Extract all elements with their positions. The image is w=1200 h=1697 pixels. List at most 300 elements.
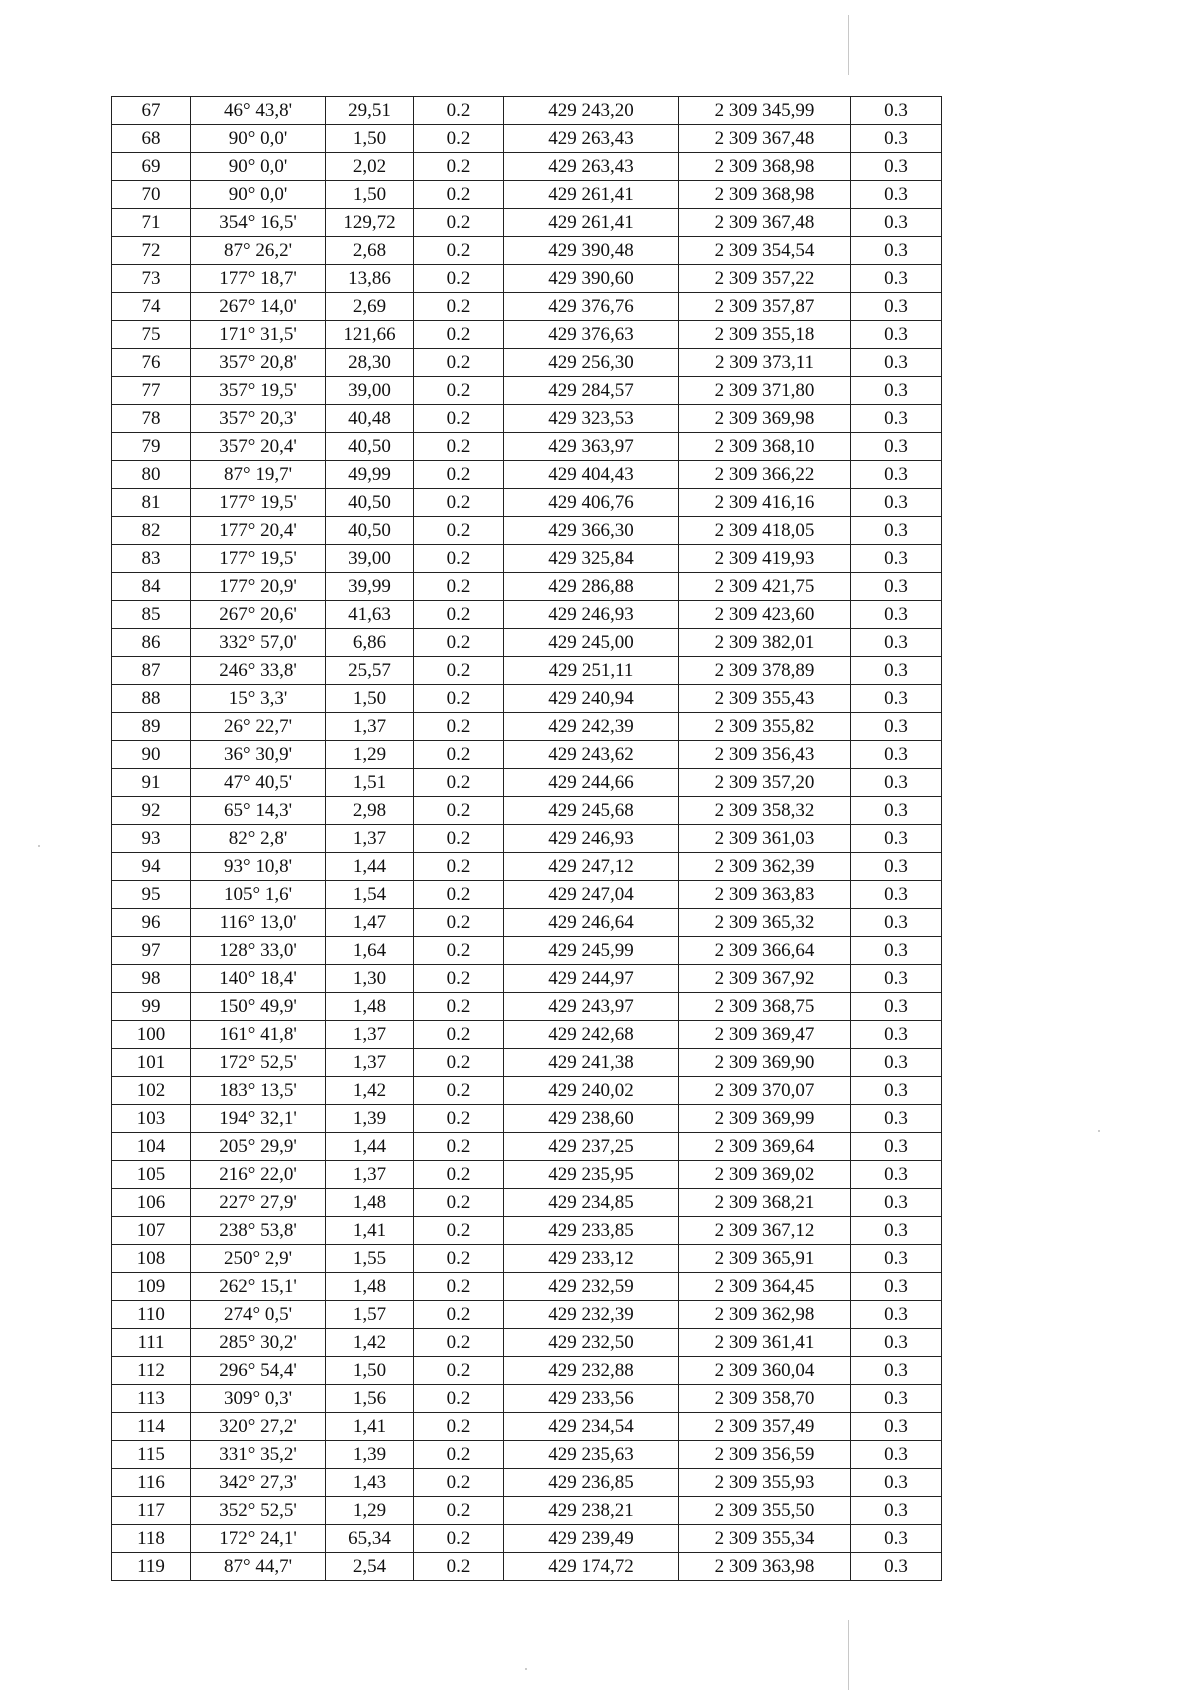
cell-length-accuracy: 0.2	[414, 237, 504, 265]
cell-point-number: 88	[112, 685, 191, 713]
coordinates-table-body	[112, 97, 942, 1581]
cell-segment-length: 41,63	[326, 601, 414, 629]
cell-direction-angle: 105° 1,6'	[191, 881, 326, 909]
cell-y-coordinate: 2 309 363,98	[679, 1553, 851, 1581]
cell-direction-angle: 177° 20,4'	[191, 517, 326, 545]
cell-x-coordinate: 429 234,54	[504, 1413, 679, 1441]
cell-segment-length: 13,86	[326, 265, 414, 293]
cell-segment-length: 1,29	[326, 741, 414, 769]
cell-direction-angle: 205° 29,9'	[191, 1133, 326, 1161]
cell-segment-length: 1,43	[326, 1469, 414, 1497]
cell-point-number: 77	[112, 377, 191, 405]
table-row	[112, 825, 942, 853]
cell-x-coordinate: 429 245,99	[504, 937, 679, 965]
table-row	[112, 461, 942, 489]
cell-position-accuracy: 0.3	[851, 1161, 942, 1189]
cell-length-accuracy: 0.2	[414, 909, 504, 937]
cell-y-coordinate: 2 309 368,75	[679, 993, 851, 1021]
cell-length-accuracy: 0.2	[414, 1077, 504, 1105]
cell-y-coordinate: 2 309 365,32	[679, 909, 851, 937]
table-row	[112, 97, 942, 125]
cell-x-coordinate: 429 261,41	[504, 209, 679, 237]
cell-point-number: 115	[112, 1441, 191, 1469]
table-row	[112, 1189, 942, 1217]
cell-position-accuracy: 0.3	[851, 293, 942, 321]
cell-point-number: 112	[112, 1357, 191, 1385]
table-row	[112, 1217, 942, 1245]
cell-direction-angle: 274° 0,5'	[191, 1301, 326, 1329]
table-row	[112, 545, 942, 573]
cell-position-accuracy: 0.3	[851, 125, 942, 153]
cell-x-coordinate: 429 238,60	[504, 1105, 679, 1133]
table-row	[112, 405, 942, 433]
cell-segment-length: 29,51	[326, 97, 414, 125]
cell-segment-length: 1,48	[326, 1273, 414, 1301]
cell-y-coordinate: 2 309 355,82	[679, 713, 851, 741]
cell-length-accuracy: 0.2	[414, 993, 504, 1021]
cell-point-number: 116	[112, 1469, 191, 1497]
table-row	[112, 769, 942, 797]
cell-point-number: 76	[112, 349, 191, 377]
cell-position-accuracy: 0.3	[851, 1105, 942, 1133]
cell-position-accuracy: 0.3	[851, 209, 942, 237]
cell-segment-length: 1,37	[326, 1021, 414, 1049]
scan-speck	[1098, 1130, 1100, 1132]
cell-x-coordinate: 429 174,72	[504, 1553, 679, 1581]
cell-point-number: 87	[112, 657, 191, 685]
cell-direction-angle: 82° 2,8'	[191, 825, 326, 853]
cell-length-accuracy: 0.2	[414, 209, 504, 237]
cell-segment-length: 129,72	[326, 209, 414, 237]
cell-y-coordinate: 2 309 367,92	[679, 965, 851, 993]
cell-segment-length: 1,48	[326, 1189, 414, 1217]
cell-direction-angle: 90° 0,0'	[191, 125, 326, 153]
cell-segment-length: 28,30	[326, 349, 414, 377]
cell-segment-length: 40,48	[326, 405, 414, 433]
cell-position-accuracy: 0.3	[851, 1469, 942, 1497]
cell-direction-angle: 354° 16,5'	[191, 209, 326, 237]
cell-x-coordinate: 429 242,68	[504, 1021, 679, 1049]
cell-point-number: 90	[112, 741, 191, 769]
cell-position-accuracy: 0.3	[851, 937, 942, 965]
cell-length-accuracy: 0.2	[414, 321, 504, 349]
cell-segment-length: 1,56	[326, 1385, 414, 1413]
cell-x-coordinate: 429 232,88	[504, 1357, 679, 1385]
cell-segment-length: 1,51	[326, 769, 414, 797]
cell-position-accuracy: 0.3	[851, 1329, 942, 1357]
cell-position-accuracy: 0.3	[851, 489, 942, 517]
cell-y-coordinate: 2 309 364,45	[679, 1273, 851, 1301]
cell-x-coordinate: 429 247,12	[504, 853, 679, 881]
cell-y-coordinate: 2 309 355,93	[679, 1469, 851, 1497]
table-row	[112, 1525, 942, 1553]
cell-length-accuracy: 0.2	[414, 1497, 504, 1525]
cell-direction-angle: 87° 26,2'	[191, 237, 326, 265]
table-row	[112, 1329, 942, 1357]
cell-y-coordinate: 2 309 369,98	[679, 405, 851, 433]
table-row	[112, 349, 942, 377]
cell-x-coordinate: 429 363,97	[504, 433, 679, 461]
cell-direction-angle: 87° 44,7'	[191, 1553, 326, 1581]
cell-segment-length: 25,57	[326, 657, 414, 685]
cell-length-accuracy: 0.2	[414, 1441, 504, 1469]
table-row	[112, 1441, 942, 1469]
cell-segment-length: 1,39	[326, 1105, 414, 1133]
cell-length-accuracy: 0.2	[414, 545, 504, 573]
cell-segment-length: 2,54	[326, 1553, 414, 1581]
cell-point-number: 89	[112, 713, 191, 741]
cell-segment-length: 1,64	[326, 937, 414, 965]
cell-x-coordinate: 429 406,76	[504, 489, 679, 517]
cell-length-accuracy: 0.2	[414, 797, 504, 825]
cell-length-accuracy: 0.2	[414, 97, 504, 125]
cell-y-coordinate: 2 309 360,04	[679, 1357, 851, 1385]
cell-position-accuracy: 0.3	[851, 237, 942, 265]
cell-position-accuracy: 0.3	[851, 1441, 942, 1469]
cell-segment-length: 1,42	[326, 1329, 414, 1357]
cell-position-accuracy: 0.3	[851, 629, 942, 657]
table-row	[112, 265, 942, 293]
cell-y-coordinate: 2 309 363,83	[679, 881, 851, 909]
cell-length-accuracy: 0.2	[414, 1049, 504, 1077]
cell-point-number: 85	[112, 601, 191, 629]
table-row	[112, 433, 942, 461]
cell-direction-angle: 227° 27,9'	[191, 1189, 326, 1217]
cell-y-coordinate: 2 309 418,05	[679, 517, 851, 545]
cell-length-accuracy: 0.2	[414, 1273, 504, 1301]
cell-position-accuracy: 0.3	[851, 853, 942, 881]
cell-x-coordinate: 429 240,94	[504, 685, 679, 713]
cell-point-number: 119	[112, 1553, 191, 1581]
cell-position-accuracy: 0.3	[851, 1553, 942, 1581]
cell-x-coordinate: 429 233,56	[504, 1385, 679, 1413]
table-row	[112, 517, 942, 545]
cell-position-accuracy: 0.3	[851, 321, 942, 349]
cell-y-coordinate: 2 309 362,39	[679, 853, 851, 881]
cell-direction-angle: 332° 57,0'	[191, 629, 326, 657]
cell-y-coordinate: 2 309 365,91	[679, 1245, 851, 1273]
table-row	[112, 1301, 942, 1329]
cell-y-coordinate: 2 309 369,64	[679, 1133, 851, 1161]
cell-point-number: 83	[112, 545, 191, 573]
cell-segment-length: 1,44	[326, 1133, 414, 1161]
cell-length-accuracy: 0.2	[414, 769, 504, 797]
cell-position-accuracy: 0.3	[851, 1049, 942, 1077]
cell-direction-angle: 140° 18,4'	[191, 965, 326, 993]
cell-segment-length: 1,57	[326, 1301, 414, 1329]
cell-point-number: 91	[112, 769, 191, 797]
cell-x-coordinate: 429 235,63	[504, 1441, 679, 1469]
cell-direction-angle: 150° 49,9'	[191, 993, 326, 1021]
cell-y-coordinate: 2 309 355,34	[679, 1525, 851, 1553]
cell-y-coordinate: 2 309 368,21	[679, 1189, 851, 1217]
cell-y-coordinate: 2 309 421,75	[679, 573, 851, 601]
cell-position-accuracy: 0.3	[851, 657, 942, 685]
cell-length-accuracy: 0.2	[414, 1357, 504, 1385]
cell-length-accuracy: 0.2	[414, 517, 504, 545]
cell-point-number: 97	[112, 937, 191, 965]
cell-position-accuracy: 0.3	[851, 741, 942, 769]
table-row	[112, 1469, 942, 1497]
cell-x-coordinate: 429 376,76	[504, 293, 679, 321]
cell-segment-length: 1,50	[326, 685, 414, 713]
cell-x-coordinate: 429 238,21	[504, 1497, 679, 1525]
cell-y-coordinate: 2 309 368,98	[679, 153, 851, 181]
cell-segment-length: 1,50	[326, 181, 414, 209]
table-row	[112, 1161, 942, 1189]
table-row	[112, 881, 942, 909]
cell-segment-length: 1,30	[326, 965, 414, 993]
scan-speck	[525, 1668, 527, 1670]
cell-position-accuracy: 0.3	[851, 769, 942, 797]
cell-segment-length: 1,47	[326, 909, 414, 937]
cell-segment-length: 1,41	[326, 1217, 414, 1245]
table-row	[112, 1497, 942, 1525]
cell-y-coordinate: 2 309 369,47	[679, 1021, 851, 1049]
table-row	[112, 1553, 942, 1581]
cell-point-number: 104	[112, 1133, 191, 1161]
table-row	[112, 713, 942, 741]
cell-direction-angle: 320° 27,2'	[191, 1413, 326, 1441]
cell-y-coordinate: 2 309 367,12	[679, 1217, 851, 1245]
table-row	[112, 1357, 942, 1385]
cell-point-number: 103	[112, 1105, 191, 1133]
cell-x-coordinate: 429 390,48	[504, 237, 679, 265]
cell-length-accuracy: 0.2	[414, 1189, 504, 1217]
cell-position-accuracy: 0.3	[851, 713, 942, 741]
cell-point-number: 109	[112, 1273, 191, 1301]
scan-speck	[38, 845, 40, 847]
cell-length-accuracy: 0.2	[414, 601, 504, 629]
cell-x-coordinate: 429 237,25	[504, 1133, 679, 1161]
cell-point-number: 101	[112, 1049, 191, 1077]
table-row	[112, 489, 942, 517]
cell-length-accuracy: 0.2	[414, 1245, 504, 1273]
table-row	[112, 1385, 942, 1413]
cell-y-coordinate: 2 309 367,48	[679, 209, 851, 237]
cell-point-number: 117	[112, 1497, 191, 1525]
cell-y-coordinate: 2 309 356,59	[679, 1441, 851, 1469]
cell-length-accuracy: 0.2	[414, 657, 504, 685]
cell-x-coordinate: 429 256,30	[504, 349, 679, 377]
cell-segment-length: 39,00	[326, 377, 414, 405]
cell-direction-angle: 309° 0,3'	[191, 1385, 326, 1413]
cell-x-coordinate: 429 251,11	[504, 657, 679, 685]
cell-point-number: 107	[112, 1217, 191, 1245]
table-row	[112, 209, 942, 237]
cell-direction-angle: 194° 32,1'	[191, 1105, 326, 1133]
cell-position-accuracy: 0.3	[851, 797, 942, 825]
cell-y-coordinate: 2 309 370,07	[679, 1077, 851, 1105]
table-row	[112, 909, 942, 937]
cell-segment-length: 1,37	[326, 1049, 414, 1077]
cell-y-coordinate: 2 309 366,22	[679, 461, 851, 489]
cell-position-accuracy: 0.3	[851, 1245, 942, 1273]
cell-point-number: 69	[112, 153, 191, 181]
cell-point-number: 106	[112, 1189, 191, 1217]
cell-x-coordinate: 429 233,12	[504, 1245, 679, 1273]
cell-segment-length: 121,66	[326, 321, 414, 349]
cell-direction-angle: 93° 10,8'	[191, 853, 326, 881]
cell-point-number: 68	[112, 125, 191, 153]
cell-segment-length: 1,39	[326, 1441, 414, 1469]
cell-direction-angle: 177° 18,7'	[191, 265, 326, 293]
cell-direction-angle: 267° 20,6'	[191, 601, 326, 629]
cell-x-coordinate: 429 244,66	[504, 769, 679, 797]
table-row	[112, 657, 942, 685]
cell-x-coordinate: 429 236,85	[504, 1469, 679, 1497]
cell-x-coordinate: 429 325,84	[504, 545, 679, 573]
table-row	[112, 125, 942, 153]
cell-segment-length: 1,42	[326, 1077, 414, 1105]
cell-direction-angle: 357° 19,5'	[191, 377, 326, 405]
table-row	[112, 237, 942, 265]
cell-length-accuracy: 0.2	[414, 1133, 504, 1161]
cell-point-number: 92	[112, 797, 191, 825]
table-row	[112, 853, 942, 881]
table-row	[112, 1273, 942, 1301]
cell-y-coordinate: 2 309 355,50	[679, 1497, 851, 1525]
cell-length-accuracy: 0.2	[414, 1021, 504, 1049]
cell-direction-angle: 285° 30,2'	[191, 1329, 326, 1357]
cell-length-accuracy: 0.2	[414, 1301, 504, 1329]
table-row	[112, 685, 942, 713]
cell-length-accuracy: 0.2	[414, 1525, 504, 1553]
cell-point-number: 82	[112, 517, 191, 545]
cell-length-accuracy: 0.2	[414, 1413, 504, 1441]
cell-position-accuracy: 0.3	[851, 909, 942, 937]
cell-direction-angle: 36° 30,9'	[191, 741, 326, 769]
cell-x-coordinate: 429 366,30	[504, 517, 679, 545]
cell-position-accuracy: 0.3	[851, 573, 942, 601]
cell-y-coordinate: 2 309 382,01	[679, 629, 851, 657]
cell-direction-angle: 116° 13,0'	[191, 909, 326, 937]
cell-direction-angle: 177° 19,5'	[191, 545, 326, 573]
table-row	[112, 1413, 942, 1441]
cell-y-coordinate: 2 309 357,20	[679, 769, 851, 797]
cell-position-accuracy: 0.3	[851, 377, 942, 405]
cell-x-coordinate: 429 246,64	[504, 909, 679, 937]
cell-length-accuracy: 0.2	[414, 489, 504, 517]
cell-x-coordinate: 429 235,95	[504, 1161, 679, 1189]
cell-length-accuracy: 0.2	[414, 1217, 504, 1245]
cell-x-coordinate: 429 244,97	[504, 965, 679, 993]
cell-x-coordinate: 429 232,39	[504, 1301, 679, 1329]
cell-x-coordinate: 429 243,20	[504, 97, 679, 125]
cell-position-accuracy: 0.3	[851, 1189, 942, 1217]
table-row	[112, 377, 942, 405]
table-row	[112, 153, 942, 181]
cell-point-number: 118	[112, 1525, 191, 1553]
cell-x-coordinate: 429 376,63	[504, 321, 679, 349]
cell-point-number: 81	[112, 489, 191, 517]
cell-y-coordinate: 2 309 357,87	[679, 293, 851, 321]
cell-direction-angle: 262° 15,1'	[191, 1273, 326, 1301]
table-row	[112, 1245, 942, 1273]
cell-y-coordinate: 2 309 369,90	[679, 1049, 851, 1077]
cell-direction-angle: 47° 40,5'	[191, 769, 326, 797]
cell-x-coordinate: 429 246,93	[504, 601, 679, 629]
cell-y-coordinate: 2 309 378,89	[679, 657, 851, 685]
cell-segment-length: 1,29	[326, 1497, 414, 1525]
cell-direction-angle: 87° 19,7'	[191, 461, 326, 489]
cell-segment-length: 2,69	[326, 293, 414, 321]
cell-y-coordinate: 2 309 356,43	[679, 741, 851, 769]
cell-point-number: 102	[112, 1077, 191, 1105]
cell-point-number: 93	[112, 825, 191, 853]
cell-length-accuracy: 0.2	[414, 293, 504, 321]
cell-segment-length: 1,41	[326, 1413, 414, 1441]
cell-length-accuracy: 0.2	[414, 377, 504, 405]
cell-y-coordinate: 2 309 355,43	[679, 685, 851, 713]
cell-segment-length: 2,68	[326, 237, 414, 265]
cell-position-accuracy: 0.3	[851, 1133, 942, 1161]
cell-length-accuracy: 0.2	[414, 153, 504, 181]
cell-length-accuracy: 0.2	[414, 265, 504, 293]
cell-x-coordinate: 429 241,38	[504, 1049, 679, 1077]
scan-artifact-line	[848, 15, 849, 75]
cell-segment-length: 1,37	[326, 1161, 414, 1189]
cell-point-number: 84	[112, 573, 191, 601]
cell-direction-angle: 342° 27,3'	[191, 1469, 326, 1497]
cell-x-coordinate: 429 390,60	[504, 265, 679, 293]
table-row	[112, 797, 942, 825]
cell-x-coordinate: 429 232,50	[504, 1329, 679, 1357]
cell-position-accuracy: 0.3	[851, 153, 942, 181]
cell-x-coordinate: 429 242,39	[504, 713, 679, 741]
table-row	[112, 601, 942, 629]
cell-x-coordinate: 429 245,00	[504, 629, 679, 657]
table-row	[112, 573, 942, 601]
cell-point-number: 98	[112, 965, 191, 993]
cell-length-accuracy: 0.2	[414, 1329, 504, 1357]
cell-direction-angle: 357° 20,4'	[191, 433, 326, 461]
table-row	[112, 629, 942, 657]
cell-point-number: 94	[112, 853, 191, 881]
cell-point-number: 99	[112, 993, 191, 1021]
cell-point-number: 113	[112, 1385, 191, 1413]
cell-length-accuracy: 0.2	[414, 1161, 504, 1189]
cell-length-accuracy: 0.2	[414, 881, 504, 909]
cell-y-coordinate: 2 309 367,48	[679, 125, 851, 153]
cell-length-accuracy: 0.2	[414, 629, 504, 657]
cell-y-coordinate: 2 309 373,11	[679, 349, 851, 377]
cell-position-accuracy: 0.3	[851, 685, 942, 713]
cell-position-accuracy: 0.3	[851, 1217, 942, 1245]
cell-length-accuracy: 0.2	[414, 1105, 504, 1133]
cell-length-accuracy: 0.2	[414, 741, 504, 769]
table-row	[112, 1133, 942, 1161]
cell-segment-length: 40,50	[326, 489, 414, 517]
cell-position-accuracy: 0.3	[851, 601, 942, 629]
table-row	[112, 181, 942, 209]
cell-length-accuracy: 0.2	[414, 1553, 504, 1581]
cell-x-coordinate: 429 247,04	[504, 881, 679, 909]
cell-point-number: 95	[112, 881, 191, 909]
cell-point-number: 72	[112, 237, 191, 265]
cell-direction-angle: 352° 52,5'	[191, 1497, 326, 1525]
cell-x-coordinate: 429 232,59	[504, 1273, 679, 1301]
cell-point-number: 75	[112, 321, 191, 349]
cell-position-accuracy: 0.3	[851, 1077, 942, 1105]
cell-x-coordinate: 429 233,85	[504, 1217, 679, 1245]
cell-position-accuracy: 0.3	[851, 1525, 942, 1553]
cell-point-number: 78	[112, 405, 191, 433]
cell-segment-length: 1,55	[326, 1245, 414, 1273]
cell-point-number: 70	[112, 181, 191, 209]
cell-length-accuracy: 0.2	[414, 825, 504, 853]
cell-length-accuracy: 0.2	[414, 433, 504, 461]
